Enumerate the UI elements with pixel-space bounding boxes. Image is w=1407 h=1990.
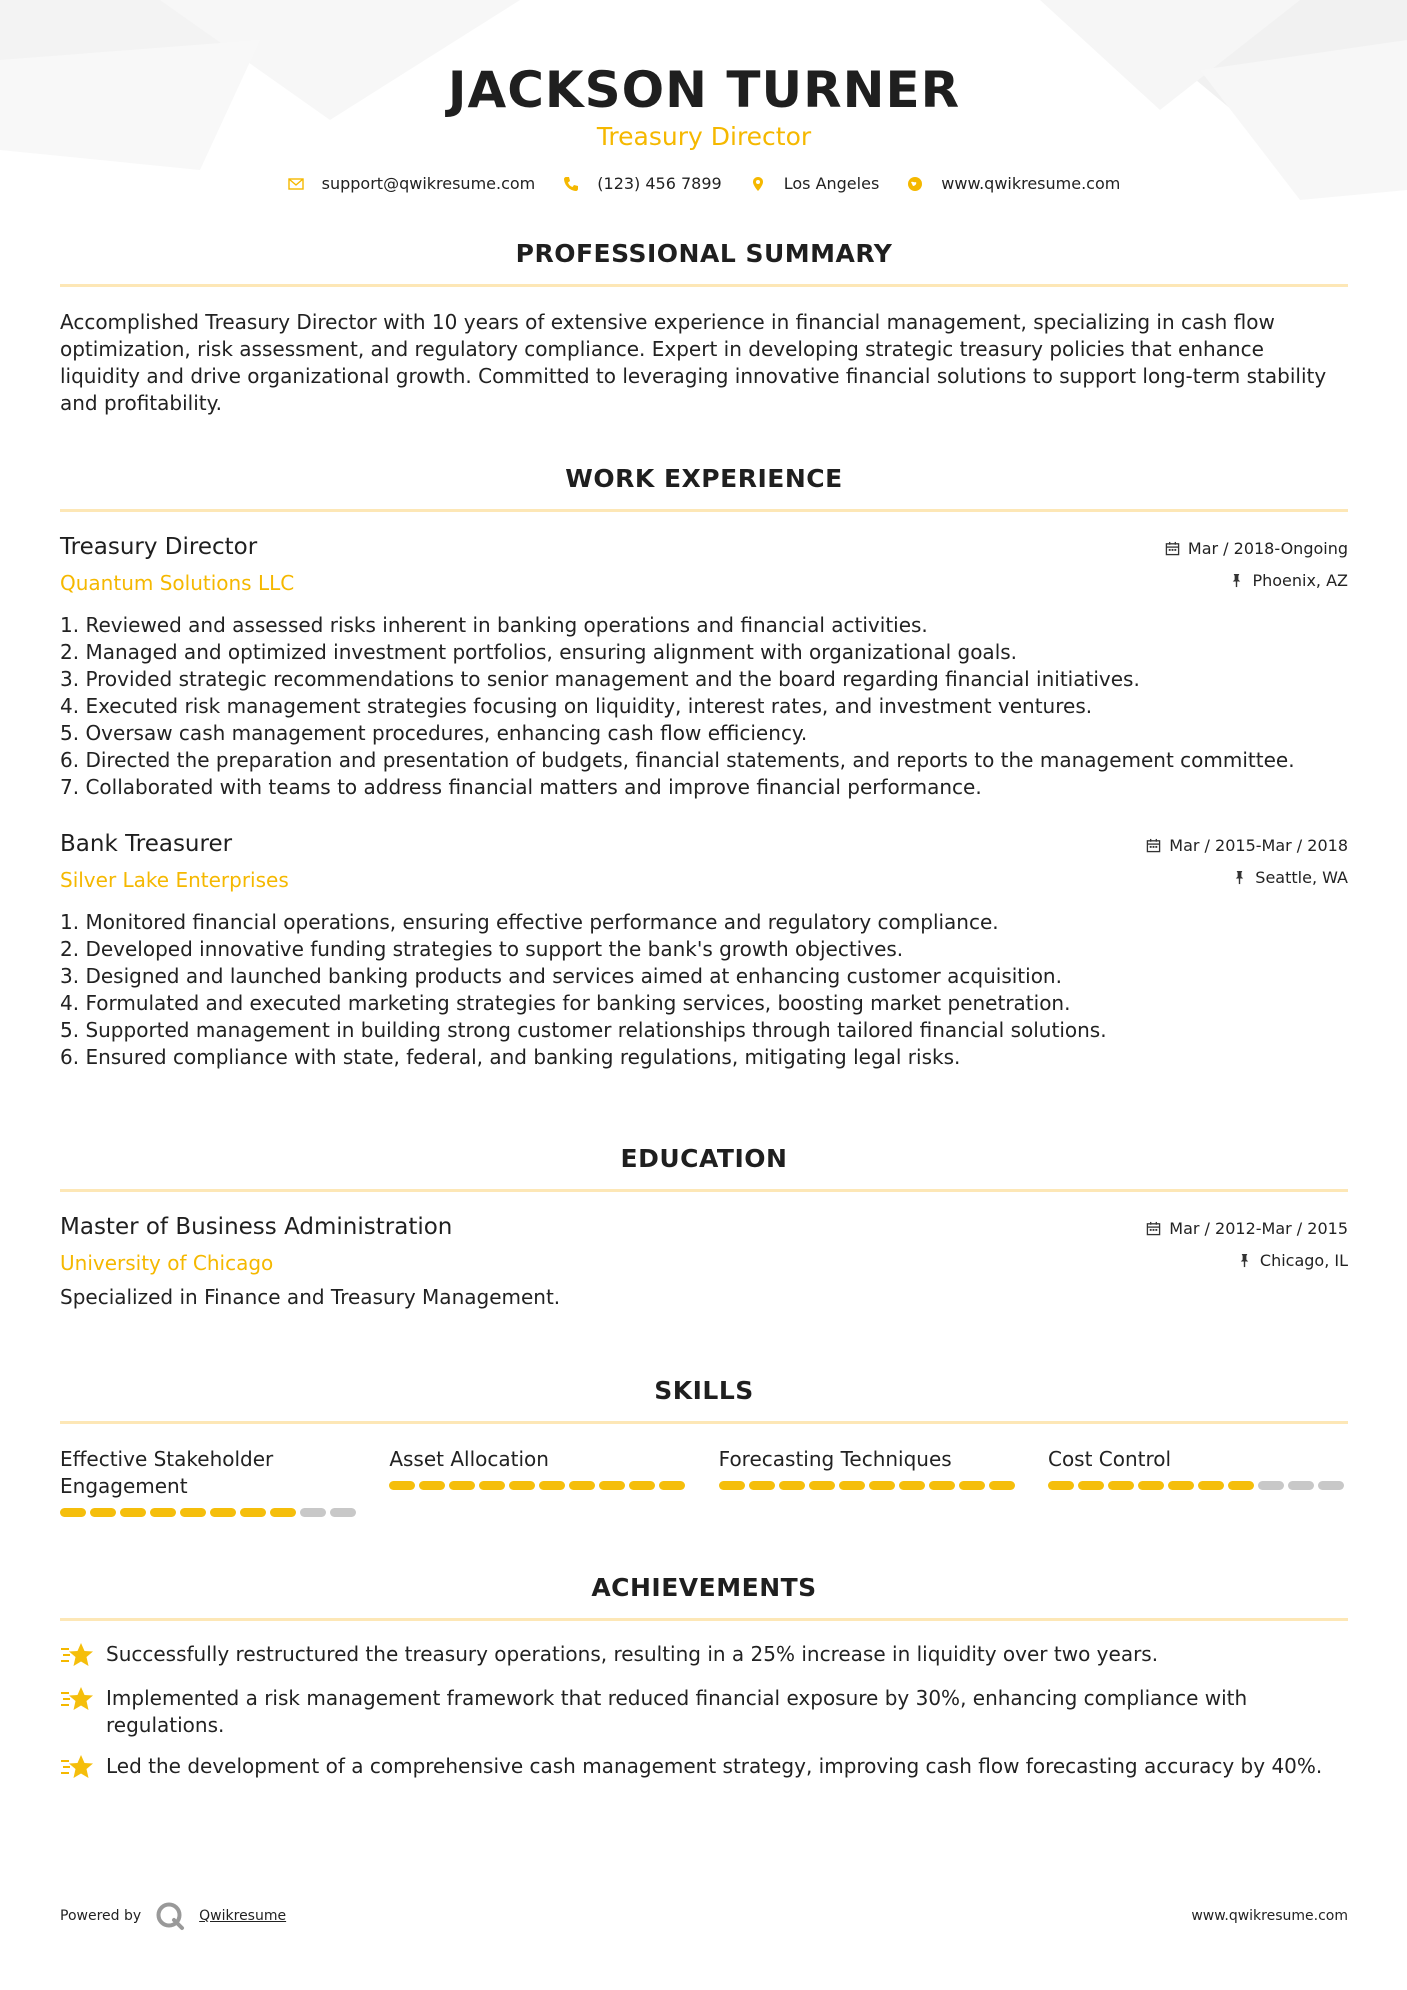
education-section <box>60 1143 1348 1311</box>
achievements-heading: ACHIEVEMENTS <box>591 1573 817 1602</box>
shooting-star-icon <box>60 1641 94 1671</box>
degree-name: Master of Business Administration <box>60 1214 453 1240</box>
shooting-star-icon <box>60 1685 94 1715</box>
section-divider <box>60 284 1348 287</box>
skill-level-segment-empty <box>330 1508 356 1517</box>
skill-name: Effective Stakeholder Engagement <box>60 1447 274 1498</box>
experience-section <box>60 463 1348 1071</box>
duty-item: 6. Ensured compliance with state, federal, and banking regulations, mitigating legal risks. <box>60 1045 961 1069</box>
map-pin-icon <box>750 176 766 192</box>
skill-name: Asset Allocation <box>389 1447 549 1471</box>
skill-rating-bar <box>719 1481 1019 1490</box>
qwikresume-logo-icon <box>155 1901 185 1931</box>
skill-level-segment-empty <box>300 1508 326 1517</box>
globe-icon <box>907 176 923 192</box>
education-location-text: Chicago, IL <box>1259 1250 1348 1270</box>
skill-level-segment-empty <box>1318 1481 1344 1490</box>
job-entry <box>60 532 1348 801</box>
skill-rating-bar <box>60 1508 360 1517</box>
pushpin-icon <box>1237 1253 1252 1268</box>
education-entry <box>60 1212 1348 1311</box>
skill-level-segment-filled <box>929 1481 955 1490</box>
section-divider <box>60 1189 1348 1192</box>
skill-level-segment-filled <box>569 1481 595 1490</box>
calendar-icon <box>1146 1221 1161 1236</box>
job-dates <box>1146 829 1348 861</box>
job-company: Silver Lake Enterprises <box>60 868 289 892</box>
education-dates-text: Mar / 2012-Mar / 2015 <box>1169 1218 1348 1238</box>
skill-level-segment-filled <box>240 1508 266 1517</box>
job-duties <box>60 909 1348 1071</box>
job-location-text: Seattle, WA <box>1255 867 1348 887</box>
achievement-item <box>60 1685 1348 1739</box>
duty-item: 4. Executed risk management strategies focusing on liquidity, interest rates, and investment ventures. <box>60 694 1093 718</box>
contact-bar <box>60 174 1348 193</box>
summary-text: Accomplished Treasury Director with 10 years of extensive experience in financial management, specializing in cash flow optimization, risk assessment, and regulatory compliance. Expert in developing strategic treasury policies that enhance liquidity and drive organizational growth. Committed to leveraging innovative financial solutions to support long-term stability and profitability. <box>60 310 1327 415</box>
pushpin-icon <box>1229 573 1244 588</box>
skills-list <box>60 1446 1348 1517</box>
envelope-icon <box>288 176 304 192</box>
skill-level-segment-filled <box>270 1508 296 1517</box>
email-text: support@qwikresume.com <box>321 174 536 193</box>
skill-level-segment-filled <box>959 1481 985 1490</box>
job-entry <box>60 829 1348 1071</box>
skill-level-segment-filled <box>1138 1481 1164 1490</box>
brand-link[interactable]: Qwikresume <box>199 1908 287 1924</box>
section-divider <box>60 1618 1348 1621</box>
skill-level-segment-filled <box>749 1481 775 1490</box>
powered-by-label: Powered by <box>60 1908 142 1924</box>
skill-item <box>60 1446 360 1517</box>
skill-level-segment-empty <box>1258 1481 1284 1490</box>
achievement-item <box>60 1753 1348 1783</box>
skill-level-segment-filled <box>839 1481 865 1490</box>
education-dates <box>1146 1212 1348 1244</box>
skill-level-segment-filled <box>389 1481 415 1490</box>
skill-level-segment-filled <box>1078 1481 1104 1490</box>
skill-item <box>719 1446 1019 1517</box>
summary-section <box>60 238 1348 417</box>
achievements-section <box>60 1572 1348 1797</box>
contact-email[interactable] <box>288 174 536 193</box>
duty-item: 7. Collaborated with teams to address financial matters and improve financial performance. <box>60 775 982 799</box>
skill-level-segment-filled <box>779 1481 805 1490</box>
phone-icon <box>563 176 579 192</box>
skill-level-segment-filled <box>899 1481 925 1490</box>
education-description: Specialized in Finance and Treasury Management. <box>60 1285 561 1309</box>
page-footer <box>60 1901 1348 1931</box>
skill-level-segment-filled <box>599 1481 625 1490</box>
skill-level-segment-filled <box>1198 1481 1224 1490</box>
education-heading: EDUCATION <box>620 1144 788 1173</box>
skill-level-segment-filled <box>479 1481 505 1490</box>
duty-item: 3. Provided strategic recommendations to senior management and the board regarding financial initiatives. <box>60 667 1140 691</box>
contact-website[interactable] <box>907 174 1120 193</box>
pushpin-icon <box>1232 870 1247 885</box>
job-dates-text: Mar / 2018-Ongoing <box>1187 538 1348 558</box>
powered-by <box>60 1901 286 1931</box>
section-divider <box>60 509 1348 512</box>
footer-website[interactable]: www.qwikresume.com <box>1191 1908 1348 1924</box>
skill-name: Forecasting Techniques <box>718 1447 952 1471</box>
calendar-icon <box>1146 838 1161 853</box>
candidate-name: JACKSON TURNER <box>447 61 961 119</box>
duty-item: 1. Monitored financial operations, ensuring effective performance and regulatory compliance. <box>60 910 999 934</box>
skill-level-segment-filled <box>1048 1481 1074 1490</box>
candidate-title: Treasury Director <box>596 122 812 151</box>
skill-level-segment-filled <box>449 1481 475 1490</box>
resume-page <box>60 0 1348 1990</box>
skill-level-segment-filled <box>120 1508 146 1517</box>
skill-level-segment-filled <box>150 1508 176 1517</box>
achievement-item <box>60 1641 1348 1671</box>
skill-level-segment-filled <box>539 1481 565 1490</box>
duty-item: 5. Oversaw cash management procedures, enhancing cash flow efficiency. <box>60 721 808 745</box>
skill-level-segment-filled <box>419 1481 445 1490</box>
skill-rating-bar <box>389 1481 689 1490</box>
achievement-text: Implemented a risk management framework that reduced financial exposure by 30%, enhancing compliance with regulations. <box>106 1686 1248 1737</box>
achievement-text: Led the development of a comprehensive cash management strategy, improving cash flow forecasting accuracy by 40%. <box>106 1754 1323 1778</box>
skill-rating-bar <box>1048 1481 1348 1490</box>
achievements-list <box>60 1641 1348 1783</box>
skill-level-segment-filled <box>1168 1481 1194 1490</box>
shooting-star-icon <box>60 1753 94 1783</box>
location-text: Los Angeles <box>783 174 880 193</box>
duty-item: 5. Supported management in building strong customer relationships through tailored financial solutions. <box>60 1018 1107 1042</box>
experience-heading: WORK EXPERIENCE <box>565 464 843 493</box>
job-location-text: Phoenix, AZ <box>1252 570 1348 590</box>
contact-location <box>750 174 880 193</box>
skill-level-segment-empty <box>1288 1481 1314 1490</box>
phone-text: (123) 456 7899 <box>597 174 722 193</box>
job-title: Bank Treasurer <box>60 831 233 857</box>
achievement-text: Successfully restructured the treasury operations, resulting in a 25% increase in liquidity over two years. <box>106 1642 1159 1666</box>
resume-header <box>60 60 1348 193</box>
skill-level-segment-filled <box>659 1481 685 1490</box>
skill-level-segment-filled <box>1108 1481 1134 1490</box>
education-location <box>1146 1244 1348 1276</box>
duty-item: 4. Formulated and executed marketing strategies for banking services, boosting market penetration. <box>60 991 1071 1015</box>
school-name: University of Chicago <box>60 1251 274 1275</box>
duty-item: 2. Developed innovative funding strategies to support the bank's growth objectives. <box>60 937 904 961</box>
skill-item <box>1048 1446 1348 1517</box>
skill-level-segment-filled <box>989 1481 1015 1490</box>
duty-item: 3. Designed and launched banking products and services aimed at enhancing customer acquisition. <box>60 964 1062 988</box>
skill-name: Cost Control <box>1047 1447 1172 1471</box>
skill-level-segment-filled <box>629 1481 655 1490</box>
skills-section <box>60 1375 1348 1517</box>
job-location <box>1146 861 1348 893</box>
contact-phone[interactable] <box>563 174 721 193</box>
skill-level-segment-filled <box>719 1481 745 1490</box>
summary-heading: PROFESSIONAL SUMMARY <box>515 239 893 268</box>
skill-level-segment-filled <box>869 1481 895 1490</box>
job-dates-text: Mar / 2015-Mar / 2018 <box>1169 835 1348 855</box>
skill-level-segment-filled <box>180 1508 206 1517</box>
job-company: Quantum Solutions LLC <box>60 571 295 595</box>
job-dates <box>1165 532 1348 564</box>
section-divider <box>60 1421 1348 1424</box>
skills-heading: SKILLS <box>654 1376 754 1405</box>
website-text: www.qwikresume.com <box>941 174 1121 193</box>
skill-level-segment-filled <box>60 1508 86 1517</box>
duty-item: 2. Managed and optimized investment portfolios, ensuring alignment with organizational goals. <box>60 640 1018 664</box>
skill-item <box>389 1446 689 1517</box>
calendar-icon <box>1165 541 1180 556</box>
skill-level-segment-filled <box>210 1508 236 1517</box>
job-duties <box>60 612 1348 801</box>
duty-item: 6. Directed the preparation and presentation of budgets, financial statements, and reports to the management committee. <box>60 748 1295 772</box>
skill-level-segment-filled <box>809 1481 835 1490</box>
skill-level-segment-filled <box>90 1508 116 1517</box>
skill-level-segment-filled <box>509 1481 535 1490</box>
duty-item: 1. Reviewed and assessed risks inherent in banking operations and financial activities. <box>60 613 928 637</box>
skill-level-segment-filled <box>1228 1481 1254 1490</box>
job-location <box>1165 564 1348 596</box>
job-title: Treasury Director <box>60 534 258 560</box>
